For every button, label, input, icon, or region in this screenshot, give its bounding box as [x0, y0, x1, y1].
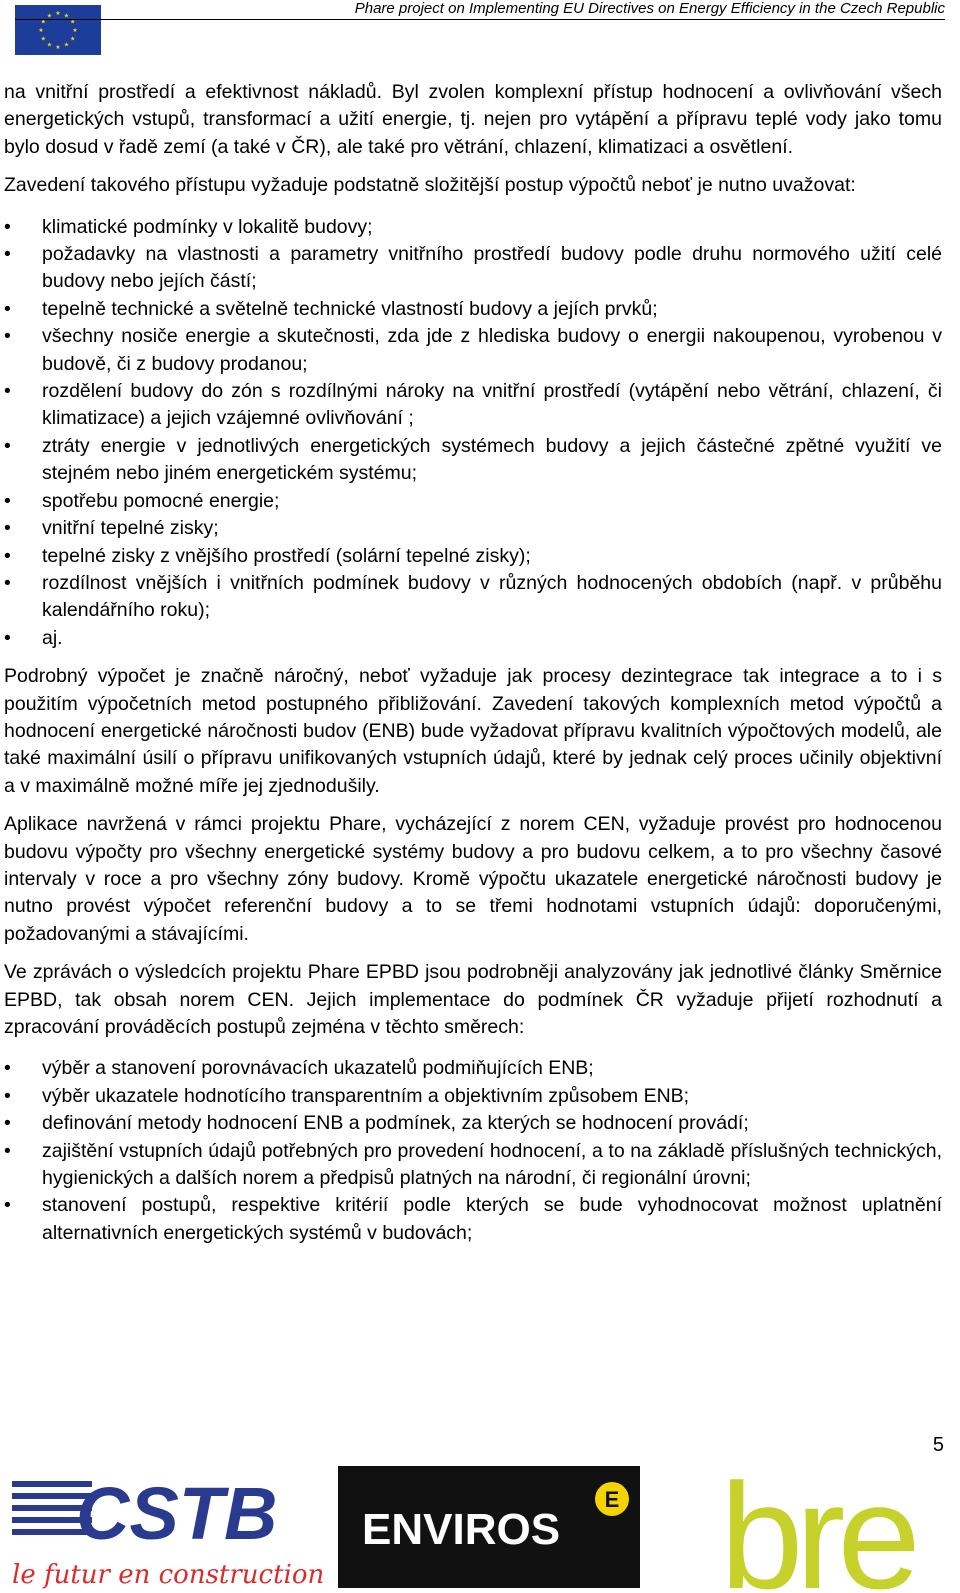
- header-rule: [15, 19, 945, 20]
- bre-wordmark: bre: [720, 1452, 913, 1593]
- intro-paragraph: na vnitřní prostředí a efektivnost nákladů. Byl zvolen komplexní přístup hodnocení a ovlivňování všech energetických vstupů, transformací a užití energie, tj. nejen pro vytápění a přípravu teplé vody jako tomu bylo dosud v řadě zemí (a také v ČR), ale také pro větrání, chlazení, klimatizaci a osvětlení.: [4, 81, 942, 158]
- list-item: • tepelné zisky z vnějšího prostředí (solární tepelné zisky);: [4, 543, 942, 570]
- cstb-tagline: le futur en construction: [12, 1560, 325, 1590]
- svg-text:★: ★: [46, 12, 53, 20]
- list-item: • všechny nosiče energie a skutečnosti, zda jde z hlediska budovy o energii nakoupenou, vyrobenou v budově, či z budovy prodanou;: [4, 325, 942, 375]
- bullet-icon: •: [4, 517, 11, 540]
- implementation-list: [4, 1055, 942, 1247]
- svg-text:★: ★: [63, 41, 70, 49]
- bullet-icon: •: [4, 325, 11, 348]
- list-item: • stanovení postupů, respektive kritérií podle kterých se bude vyhodnocovat možnost uplatnění alternativních energetických systémů v budovách;: [4, 1194, 942, 1244]
- page-number: 5: [932, 1434, 944, 1456]
- svg-text:★: ★: [40, 35, 46, 43]
- list-item: • rozdělení budovy do zón s rozdílnými nároky na vnitřní prostředí (vytápění nebo větrání, chlazení, či klimatizace) a jejich vzájemné ovlivňování ;: [4, 380, 942, 430]
- list-item: • vnitřní tepelné zisky;: [4, 515, 942, 542]
- svg-text:★: ★: [40, 18, 46, 26]
- enviros-logo: [338, 1466, 640, 1588]
- bullet-icon: •: [4, 1112, 11, 1135]
- list-item: • zajištění vstupních údajů potřebných pro provedení hodnocení, a to na základě příslušných technických, hygienických a dalších norem a předpisů platných na národní, či regionální úrovni;: [4, 1139, 942, 1190]
- bullet-icon: •: [4, 1084, 11, 1107]
- cstb-wordmark: CSTB: [76, 1472, 278, 1555]
- header-title: Phare project on Implementing EU Directives on Energy Efficiency in the Czech Republic: [354, 0, 945, 17]
- svg-text:★: ★: [55, 44, 61, 51]
- partner-logos: [0, 1452, 960, 1593]
- list-item: • výběr ukazatele hodnotícího transparentním a objektivním způsobem ENB;: [4, 1083, 942, 1110]
- paragraph-2: Zavedení takového přístupu vyžaduje podstatně složitější postup výpočtů neboť je nutno uvažovat:: [4, 174, 856, 197]
- document-body: [4, 79, 942, 1258]
- bullet-icon: •: [4, 626, 11, 649]
- svg-text:★: ★: [70, 35, 76, 43]
- paragraph-4: Aplikace navržená v rámci projektu Phare, vycházející z norem CEN, vyžaduje provést pro hodnocenou budovu výpočty pro všechny energetické systémy budovy a pro budovu celkem, a to pro všechny časové intervaly v roce a pro všechny zóny budovy. Kromě výpočtu ukazatele energetické náročnosti budovy je nutno provést výpočet referenční budovy a to se třemi hodnotami vstupních údajů: doporučenými, požadovanými a stávajícími.: [4, 813, 942, 945]
- svg-text:★: ★: [72, 27, 78, 34]
- page-header: [0, 0, 960, 60]
- bullet-icon: •: [4, 1057, 11, 1080]
- bullet-icon: •: [4, 243, 11, 266]
- bullet-icon: •: [4, 489, 11, 512]
- bullet-icon: •: [4, 1139, 11, 1162]
- conditions-list: [4, 214, 942, 653]
- paragraph-3: Podrobný výpočet je značně náročný, neboť vyžaduje jak procesy dezintegrace tak integrace a to i s použitím výpočetních metod postupného přibližování. Zavedení takových komplexních metod výpočtů a hodnocení energetické náročnosti budov (ENB) bude vyžadovat přípravu kvalitních výpočtových modelů, ale také maximální úsilí o přípravu unifikovaných vstupních údajů, které by jednak celý proces učinily objektivní a v maximálně možné míře jej zjednodušily.: [4, 665, 942, 797]
- bre-logo: [720, 1452, 948, 1593]
- list-item: • spotřebu pomocné energie;: [4, 488, 942, 515]
- bullet-icon: •: [4, 544, 11, 567]
- svg-text:★: ★: [70, 18, 76, 26]
- list-item: • rozdílnost vnějších i vnitřních podmínek budovy v různých hodnocených obdobích (např. v průběhu kalendářního roku);: [4, 571, 942, 622]
- svg-text:★: ★: [55, 10, 61, 17]
- list-item: • výběr a stanovení porovnávacích ukazatelů podmiňujících ENB;: [4, 1055, 942, 1082]
- cstb-logo: [12, 1472, 325, 1590]
- list-item: • ztráty energie v jednotlivých energetických systémech budovy a jejich částečné zpětné využití ve stejném nebo jiném energetickém systému;: [4, 434, 942, 485]
- svg-text:★: ★: [38, 27, 44, 34]
- bullet-icon: •: [4, 434, 11, 457]
- bullet-icon: •: [4, 297, 11, 320]
- paragraph-5: Ve zprávách o výsledcích projektu Phare EPBD jsou podrobněji analyzovány jak jednotlivé články Směrnice EPBD, tak obsah norem CEN. Jejich implementace do podmínek ČR vyžaduje přijetí rozhodnutí a zpracování prováděcích postupů zejména v těchto směrech:: [4, 961, 942, 1038]
- list-item: • definování metody hodnocení ENB a podmínek, za kterých se hodnocení provádí;: [4, 1110, 942, 1137]
- eu-flag-logo: [15, 5, 101, 55]
- enviros-e-badge: E: [604, 1487, 620, 1512]
- bullet-icon: •: [4, 1194, 11, 1217]
- list-item: • tepelně technické a světelně technické vlastností budovy a jejích prvků;: [4, 296, 942, 323]
- bullet-icon: •: [4, 571, 11, 594]
- list-item: • aj.: [4, 625, 942, 652]
- bullet-icon: •: [4, 215, 11, 238]
- list-item: • klimatické podmínky v lokalitě budovy;: [4, 214, 942, 241]
- bullet-icon: •: [4, 380, 11, 403]
- svg-text:★: ★: [63, 12, 70, 20]
- svg-text:★: ★: [46, 41, 53, 49]
- list-item: • požadavky na vlastnosti a parametry vnitřního prostředí budovy podle druhu normového užití celé budovy nebo jejích částí;: [4, 243, 942, 293]
- enviros-wordmark: ENVIROS: [362, 1505, 561, 1554]
